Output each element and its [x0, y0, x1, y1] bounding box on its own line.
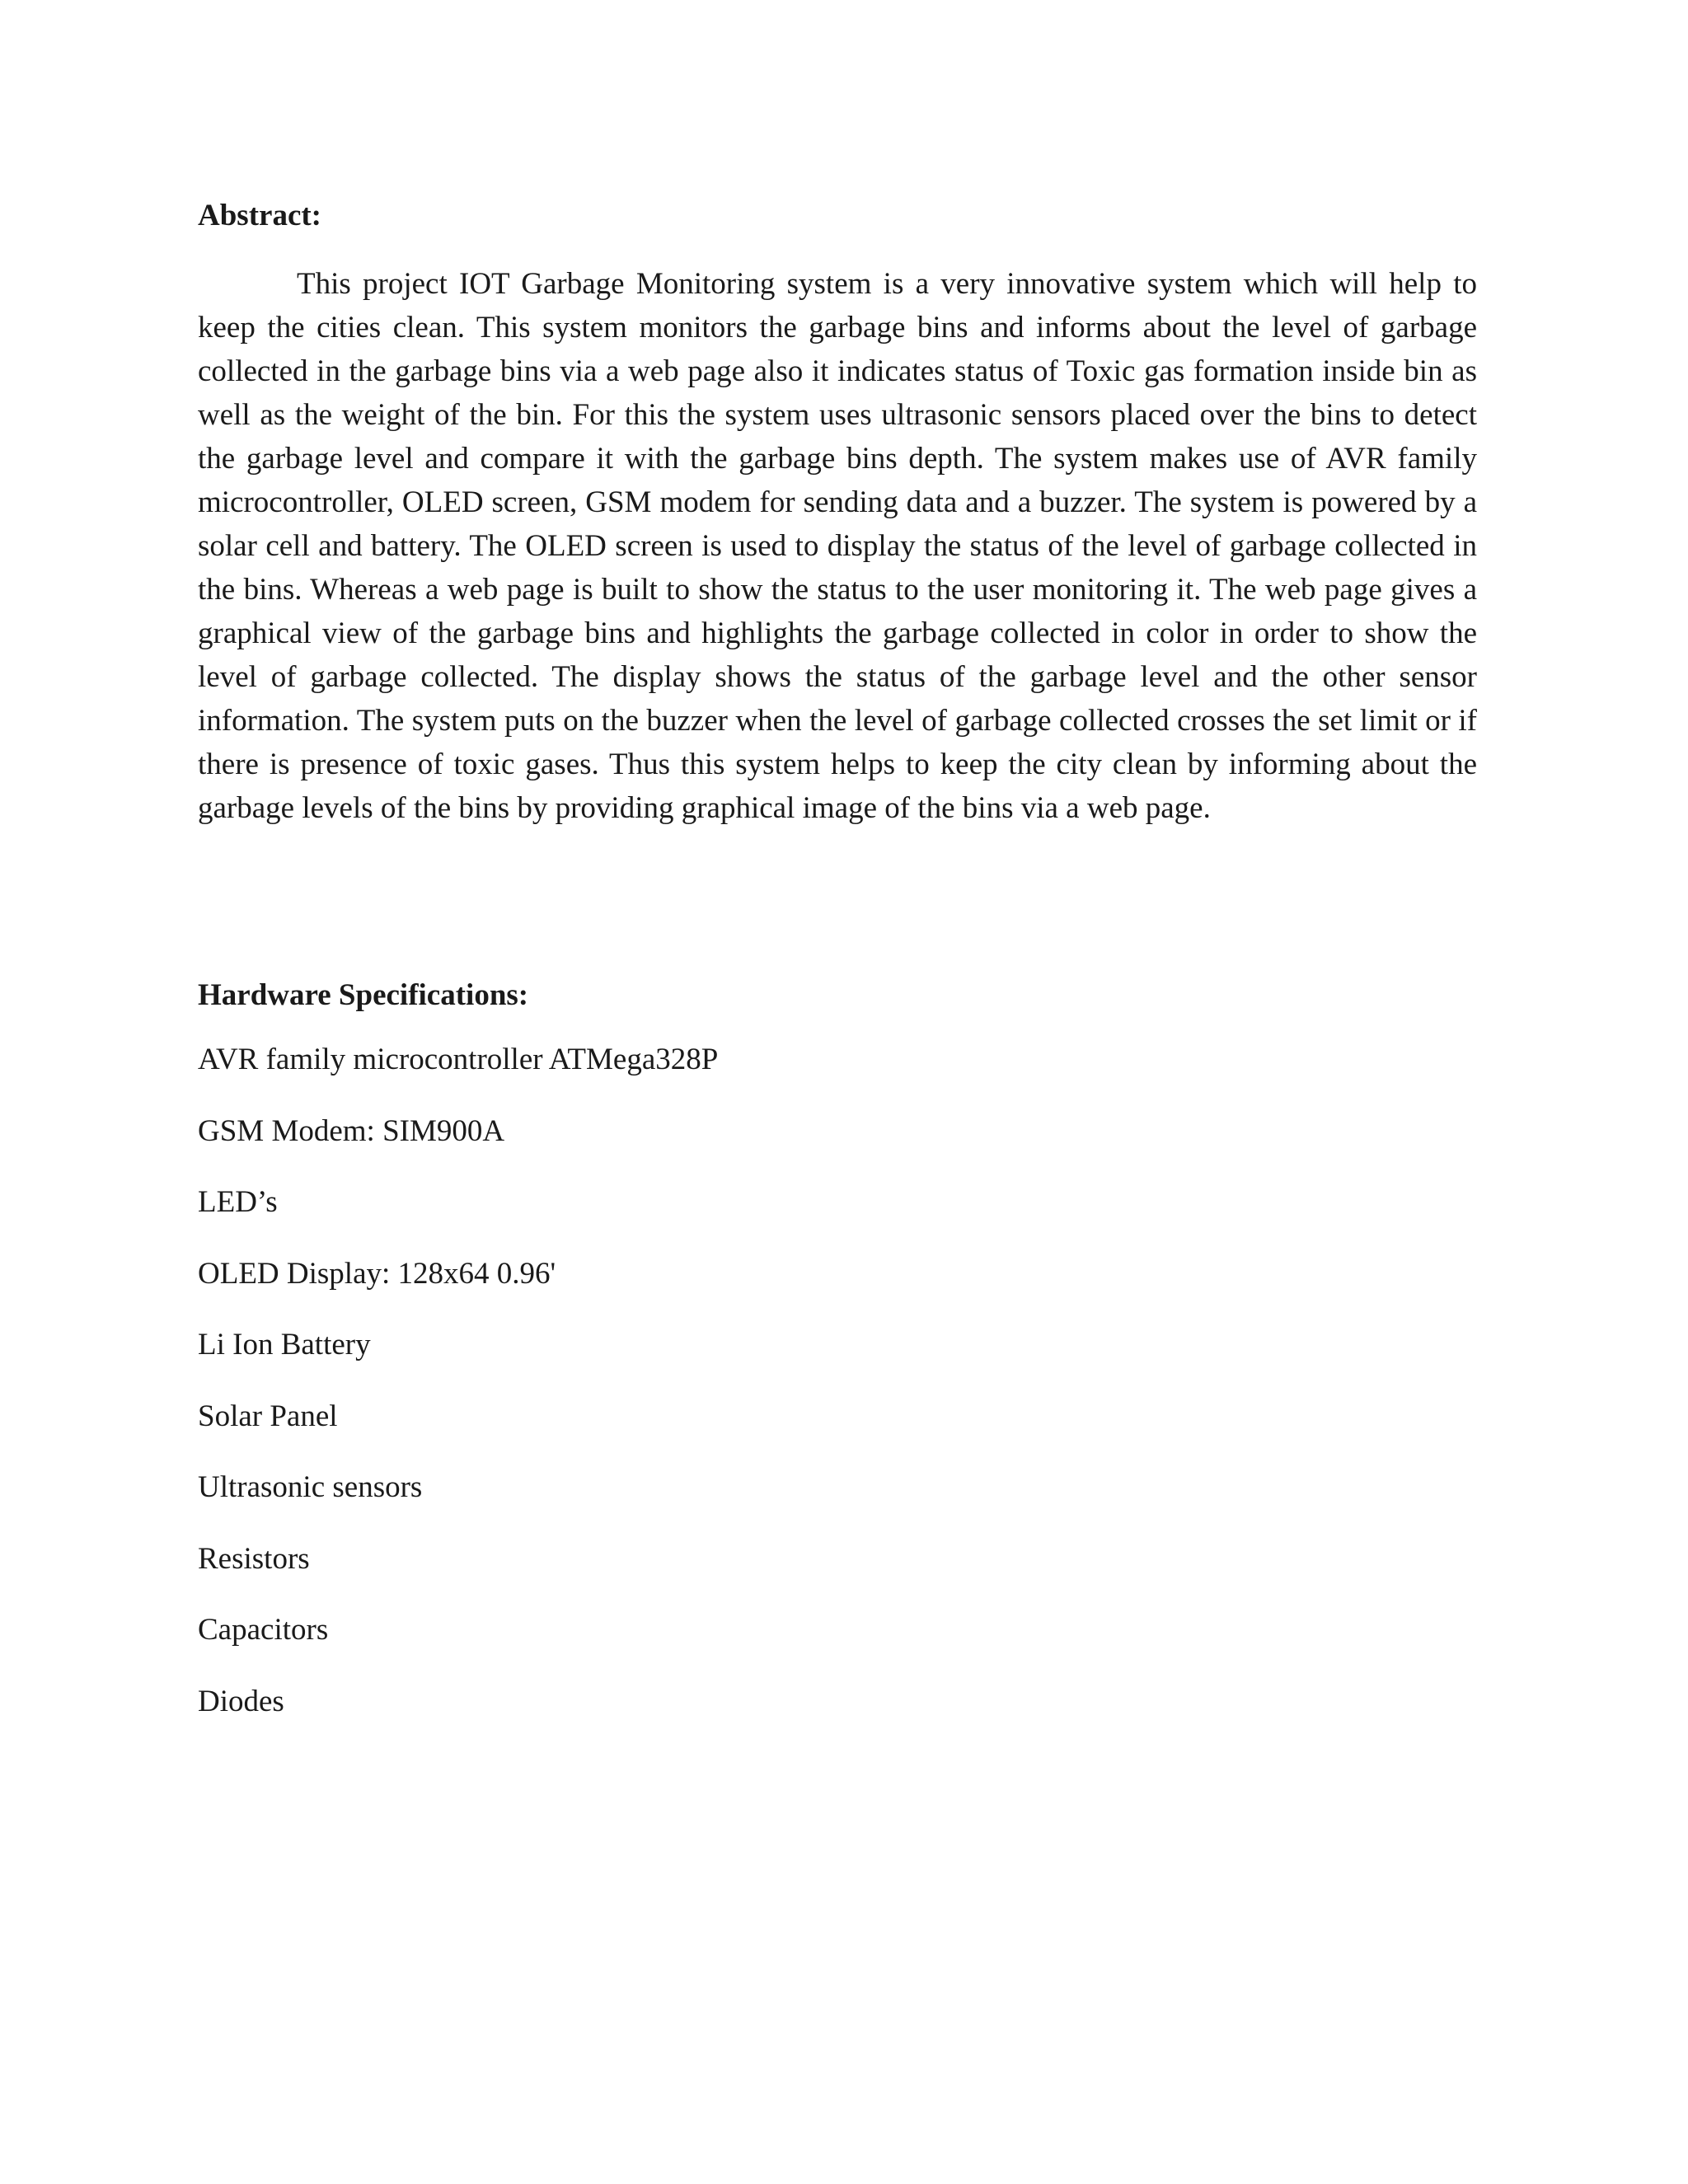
spec-item-ultrasonic-sensors: Ultrasonic sensors: [198, 1470, 423, 1504]
spec-item-leds: LED’s: [198, 1185, 278, 1219]
spec-item-solar-panel: Solar Panel: [198, 1399, 338, 1433]
abstract-paragraph: This project IOT Garbage Monitoring system is a very innovative system which will help to keep the cities clean. This system monitors the garbage bins and informs about the level of garbage collected in the garbage bins via a web page also it indicates status of Toxic gas formation inside bin as well as the weight of the bin. For this the system uses ultrasonic sensors placed over the bins to detect the garbage level and compare it with the garbage bins depth. The system makes use of AVR family microcontroller, OLED screen, GSM modem for sending data and a buzzer. The system is powered by a solar cell and battery. The OLED screen is used to display the status of the level of garbage collected in the bins. Whereas a web page is built to show the status to the user monitoring it. The web page gives a graphical view of the garbage bins and highlights the garbage collected in color in order to show the level of garbage collected. The display shows the status of the garbage level and the other sensor information. The system puts on the buzzer when the level of garbage collected crosses the set limit or if there is presence of toxic gases. Thus this system helps to keep the city clean by informing about the garbage levels of the bins by providing graphical image of the bins via a web page.: [198, 267, 1477, 825]
spec-item-diodes: Diodes: [198, 1684, 284, 1718]
abstract-heading: Abstract:: [198, 199, 322, 232]
spec-item-microcontroller: AVR family microcontroller ATMega328P: [198, 1043, 719, 1076]
spec-item-battery: Li Ion Battery: [198, 1328, 371, 1361]
hardware-specifications-list: [198, 1042, 718, 1755]
spec-item-capacitors: Capacitors: [198, 1613, 329, 1647]
spec-item-gsm-modem: GSM Modem: SIM900A: [198, 1113, 505, 1148]
hardware-specifications-heading: Hardware Specifications:: [198, 978, 529, 1012]
spec-item-oled-display: OLED Display: 128x64 0.96': [198, 1256, 556, 1291]
spec-item-resistors: Resistors: [198, 1541, 310, 1576]
